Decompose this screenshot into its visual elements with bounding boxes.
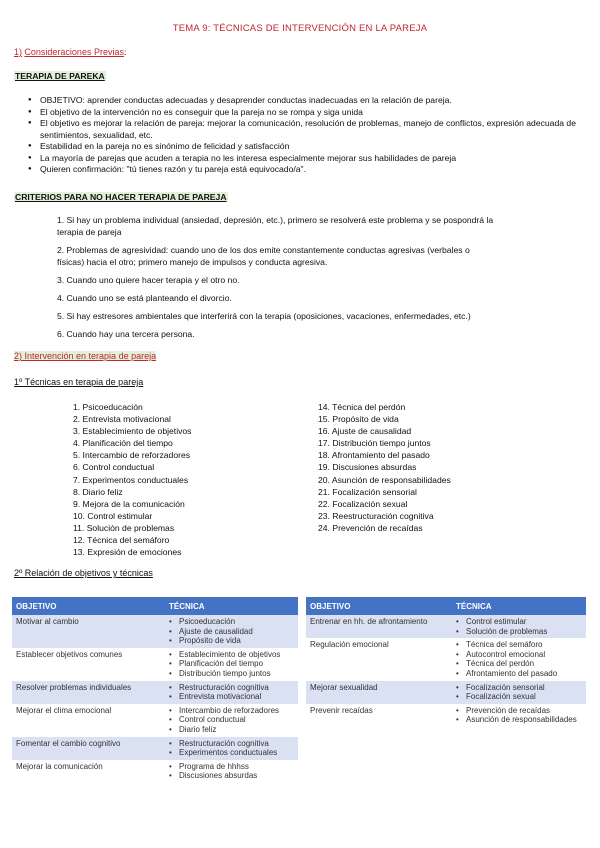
objetivo-cell: Fomentar el cambio cognitivo — [12, 737, 165, 760]
tecnica-item: • Intercambio de reforzadores — [169, 706, 294, 716]
technique-item: 13. Expresión de emociones — [73, 547, 182, 558]
tecnica-item: • Distribución tiempo juntos — [169, 669, 294, 679]
tecnica-item: • Restructuración cognitiva — [169, 739, 294, 749]
tecnica-item: • Entrevista motivacional — [169, 692, 294, 702]
tecnica-item: • Experimentos conductuales — [169, 748, 294, 758]
column-header-objetivo: OBJETIVO — [12, 597, 165, 615]
page-title: TEMA 9: TÉCNICAS DE INTERVENCIÓN EN LA PAREJA — [172, 23, 428, 34]
technique-item: 16. Ajuste de causalidad — [318, 426, 412, 437]
technique-item: 18. Afrontamiento del pasado — [318, 450, 430, 461]
table-row — [306, 681, 586, 704]
criterio-item: 2. Problemas de agresividad: cuando uno de los dos emite constantemente conductas agresivas (verbales o físicas) hacia el otro; primero manejo de impulsos y conducta agresiva. — [57, 245, 470, 267]
technique-item: 5. Intercambio de reforzadores — [73, 450, 191, 461]
technique-item: 17. Distribución tiempo juntos — [318, 438, 431, 449]
technique-item: 11. Solución de problemas — [73, 522, 175, 533]
table-row — [12, 760, 298, 783]
tecnica-item: • Ajuste de causalidad — [169, 627, 294, 637]
tecnica-cell — [165, 648, 298, 681]
tecnica-item: • Control conductual — [169, 715, 294, 725]
tecnica-item: • Establecimiento de objetivos — [169, 650, 294, 660]
objetivo-cell: Prevenir recaídas — [306, 704, 452, 727]
objetivo-cell: Regulación emocional — [306, 638, 452, 680]
technique-item: 14. Técnica del perdón — [318, 402, 406, 412]
criterio-item: 6. Cuando hay una tercera persona. — [57, 329, 195, 339]
column-header-tecnica: TÉCNICA — [165, 597, 298, 615]
tecnica-item: • Planificación del tiempo — [169, 659, 294, 669]
table-row — [12, 615, 298, 648]
bullet-item: ● Estabilidad en la pareja no es sinónimo de felicidad y satisfacción — [28, 141, 588, 153]
tecnica-item: • Psicoeducación — [169, 617, 294, 627]
column-header-tecnica: TÉCNICA — [452, 597, 586, 615]
section1-heading-text: Consideraciones Previas — [24, 47, 124, 57]
technique-item: 20. Asunción de responsabilidades — [318, 474, 451, 485]
tecnica-item: • Focalización sexual — [456, 692, 582, 702]
tecnica-item: • Propósito de vida — [169, 636, 294, 646]
tecnica-cell — [452, 704, 586, 727]
techniques-right-list — [318, 401, 451, 534]
tecnica-item: • Afrontamiento del pasado — [456, 669, 582, 679]
section1-heading — [14, 47, 126, 57]
criterio-item: 1. Si hay un problema individual (ansiedad, depresión, etc.), primero se resolverá este problema y se pospondrá la terapia de pareja — [57, 215, 494, 237]
tecnica-item: • Restructuración cognitiva — [169, 683, 294, 693]
technique-item: 23. Reestructuración cognitiva — [318, 510, 434, 521]
tecnica-item: • Focalización sensorial — [456, 683, 582, 693]
bullet-item: ● El objetivo es mejorar la relación de pareja: mejorar la comunicación, resolución de problemas, manejo de conflictos, expresión adecuada de sentimientos, sexualidad, etc. — [28, 118, 588, 141]
objectives-table-right — [306, 597, 586, 727]
techniques-subheading: 1º Técnicas en terapia de pareja — [14, 377, 144, 387]
objetivo-cell: Entrenar en hh. de afrontamiento — [306, 615, 452, 638]
tecnica-item: • Asunción de responsabilidades — [456, 715, 582, 725]
objetivo-cell: Mejorar la comunicación — [12, 760, 165, 783]
tecnica-cell — [165, 737, 298, 760]
technique-item: 9. Mejora de la comunicación — [73, 498, 185, 509]
criterio-item: 4. Cuando uno se está planteando el divorcio. — [57, 293, 232, 303]
column-header-objetivo: OBJETIVO — [306, 597, 452, 615]
criterio-item: 5. Si hay estresores ambientales que interferirá con la terapia (oposiciones, vacaciones, enfermedades, etc.) — [57, 311, 471, 321]
table-row — [12, 737, 298, 760]
tecnica-cell — [452, 638, 586, 680]
tecnica-item: • Técnica del perdón — [456, 659, 582, 669]
criterio-item: 3. Cuando uno quiere hacer terapia y el otro no. — [57, 275, 240, 285]
tecnica-cell — [165, 681, 298, 704]
objetivo-cell: Mejorar sexualidad — [306, 681, 452, 704]
section1-heading-colon: : — [123, 47, 127, 57]
criterios-heading: CRITERIOS PARA NO HACER TERAPIA DE PAREJA — [15, 192, 227, 202]
technique-item: 15. Propósito de vida — [318, 414, 399, 425]
table-row — [12, 648, 298, 681]
technique-item: 12. Técnica del semáforo — [73, 535, 170, 546]
tecnica-item: • Control estimular — [456, 617, 582, 627]
tecnica-item: • Autocontrol emocional — [456, 650, 582, 660]
relation-subheading: 2º Relación de objetivos y técnicas — [14, 568, 153, 578]
tecnica-item: • Técnica del semáforo — [456, 640, 582, 650]
section2-heading: 2) Intervención en terapia de pareja — [14, 351, 157, 361]
tecnica-item: • Solución de problemas — [456, 627, 582, 637]
table-row — [12, 681, 298, 704]
technique-item: 1. Psicoeducación — [73, 402, 143, 412]
tecnica-cell — [452, 615, 586, 638]
table-row — [306, 638, 586, 680]
bullet-item: ● Quieren confirmación: "tú tienes razón y tu pareja está equivocado/a". — [28, 164, 588, 176]
objetivo-cell: Mejorar el clima emocional — [12, 704, 165, 737]
tecnica-cell — [165, 615, 298, 648]
tecnica-cell — [165, 704, 298, 737]
technique-item: 6. Control conductual — [73, 462, 155, 473]
technique-item: 7. Experimentos conductuales — [73, 474, 189, 485]
objetivo-cell: Resolver problemas individuales — [12, 681, 165, 704]
technique-item: 21. Focalización sensorial — [318, 486, 417, 497]
objectives-table-left — [12, 597, 298, 783]
technique-item: 8. Diario feliz — [73, 486, 123, 497]
bullet-item: ● La mayoría de parejas que acuden a terapia no les interesa especialmente mejorar sus habilidades de pareja — [28, 153, 588, 165]
tecnica-cell — [452, 681, 586, 704]
tecnica-item: • Discusiones absurdas — [169, 771, 294, 781]
technique-item: 19. Discusiones absurdas — [318, 462, 417, 473]
table-row — [306, 704, 586, 727]
techniques-left-list — [73, 401, 191, 558]
section1-heading-num: 1) — [14, 47, 23, 57]
criterios-list — [57, 214, 497, 340]
bullet-item: ● OBJETIVO: aprender conductas adecuadas y desaprender conductas inadecuadas en la relación de pareja. — [28, 95, 588, 107]
technique-item: 4. Planificación del tiempo — [73, 438, 173, 449]
bullet-list — [28, 95, 588, 176]
tecnica-cell — [165, 760, 298, 783]
tecnica-item: • Programa de hhhss — [169, 762, 294, 772]
terapia-heading: TERAPIA DE PAREKA — [15, 71, 105, 81]
tecnica-item: • Diario feliz — [169, 725, 294, 735]
technique-item: 2. Entrevista motivacional — [73, 414, 171, 425]
technique-item: 22. Focalización sexual — [318, 498, 408, 509]
objetivo-cell: Establecer objetivos comunes — [12, 648, 165, 681]
technique-item: 24. Prevención de recaídas — [318, 522, 423, 533]
bullet-item: ● El objetivo de la intervención no es conseguir que la pareja no se rompa y siga unida — [28, 107, 588, 119]
tecnica-item: • Prevención de recaídas — [456, 706, 582, 716]
technique-item: 3. Establecimiento de objetivos — [73, 426, 192, 437]
table-row — [306, 615, 586, 638]
table-row — [12, 704, 298, 737]
objetivo-cell: Motivar al cambio — [12, 615, 165, 648]
technique-item: 10. Control estimular — [73, 510, 153, 521]
